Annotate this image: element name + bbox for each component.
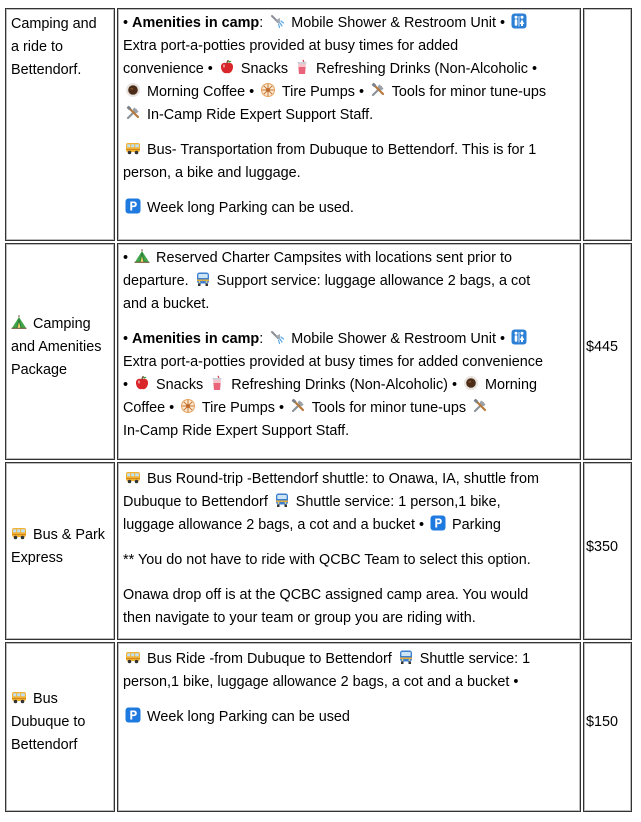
option-name-text: Bus [33,691,58,707]
description-text: convenience • [123,61,217,77]
tools-icon [472,398,488,414]
description-line [123,468,578,491]
option-name-line [11,359,112,382]
description-text: Extra port-a-potties provided at busy times for added [123,38,459,54]
description-line [123,491,578,514]
shuttle-icon [398,649,414,665]
option-price: $350 [586,539,619,555]
description-line [123,58,578,81]
description-text: Tire Pumps • [198,400,288,416]
apple-icon [134,375,150,391]
description-text: Refreshing Drinks (Non-Alcoholic) • [227,377,462,393]
description-text: person,1 bike, luggage allowance 2 bags, a cot and a bucket • [123,674,519,690]
parking-icon [125,198,141,214]
description-text: In-Camp Ride Expert Support Staff. [143,107,374,123]
description-text: Dubuque to Bettendorf [123,494,272,510]
option-price-cell [583,642,632,812]
description-line [123,607,578,630]
description-text: Week long Parking can be used [143,709,350,725]
description-text: Refreshing Drinks (Non-Alcoholic • [312,61,538,77]
description-text: Extra port-a-potties provided at busy times for added convenience [123,354,543,370]
camping-icon [134,248,150,264]
option-name-line: Camping and [11,16,97,32]
paragraph-gap [123,694,578,706]
option-description-cell [117,642,581,812]
bus-icon [11,689,27,705]
table-row [5,243,632,460]
table-row [5,8,632,241]
option-name-text: Package [11,362,68,378]
description-text: : [259,331,268,347]
table-row [5,462,632,640]
description-text: Support service: luggage allowance 2 bags, a cot [212,273,531,289]
restroom-icon [511,13,527,29]
description-line [123,549,578,572]
description-text: Bus Ride -from Dubuque to Bettendorf [143,651,396,667]
tire-icon [180,398,196,414]
coffee-icon [463,375,479,391]
description-line [123,420,578,443]
table-row [5,642,632,812]
paragraph-gap [123,572,578,584]
option-name-line [11,524,112,547]
description-text: Tire Pumps • [278,84,368,100]
description-line [123,397,578,420]
tools-icon [125,105,141,121]
camping-icon [11,314,27,330]
amenities-heading: Amenities in camp [132,15,260,31]
description-text: Shuttle service: 1 person,1 bike, [291,494,501,510]
description-text: ** You do not have to ride with QCBC Team to select this option. [123,552,531,568]
description-text: Coffee • [123,400,179,416]
option-name-cell [5,642,115,812]
amenities-heading: Amenities in camp [132,331,260,347]
description-line [123,328,578,351]
description-line [123,671,578,694]
paragraph-gap [123,127,578,139]
description-line [123,162,578,185]
description-text: Bus Round-trip -Bettendorf shuttle: to Onawa, IA, shuttle from [143,471,539,487]
option-description-cell [117,243,581,460]
option-price-cell [583,243,632,460]
option-description-cell [117,8,581,241]
option-name-line [11,336,112,359]
bus-icon [125,469,141,485]
option-name-text: Bettendorf [11,737,78,753]
bus-icon [125,140,141,156]
description-text: • [123,250,133,266]
shuttle-icon [274,492,290,508]
shower-icon [269,329,285,345]
restroom-icon [511,329,527,345]
option-price-cell [583,462,632,640]
parking-icon [430,515,446,531]
option-name-text: Express [11,550,63,566]
option-name-text: Camping [33,316,91,332]
option-name-line: Bettendorf. [11,62,82,78]
description-line [123,35,578,58]
paragraph-gap [123,316,578,328]
option-price: $445 [586,339,619,355]
description-text: and a bucket. [123,296,210,312]
option-name-text: Dubuque to [11,714,86,730]
option-name-line [11,313,112,336]
description-text: Reserved Charter Campsites with locations sent prior to [152,250,512,266]
bus-icon [11,525,27,541]
parking-icon [125,707,141,723]
option-name-cell [5,243,115,460]
tire-icon [260,82,276,98]
description-text: Bus- Transportation from Dubuque to Bettendorf. This is for 1 [143,142,537,158]
description-text: Parking [448,517,501,533]
description-line [123,706,578,729]
option-name-line: a ride to [11,39,63,55]
shower-icon [269,13,285,29]
option-price [586,109,631,132]
description-text: Tools for minor tune-ups [308,400,471,416]
option-name-line [11,734,112,757]
description-text: : [259,15,268,31]
option-name-text: Bus & Park [33,527,105,543]
description-line [123,514,578,537]
description-line [123,584,578,607]
tools-icon [370,82,386,98]
description-line [123,293,578,316]
description-line [123,351,578,374]
description-line [123,197,578,220]
description-line [123,648,578,671]
option-description-cell [117,462,581,640]
description-line [123,104,578,127]
shuttle-icon [195,271,211,287]
option-name-cell [5,8,115,241]
description-text: then navigate to your team or group you are riding with. [123,610,476,626]
tools-icon [290,398,306,414]
description-text: Snacks [152,377,208,393]
description-text: Snacks [236,61,293,77]
description-text: Mobile Shower & Restroom Unit • [287,331,509,347]
description-text: Morning Coffee • [143,84,259,100]
option-name-line [11,547,112,570]
description-text: Tools for minor tune-ups [387,84,547,100]
option-name-line [11,688,112,711]
description-text: Week long Parking can be used. [143,200,354,216]
drink-icon [294,59,310,75]
description-text: person, a bike and luggage. [123,165,301,181]
option-name-line [11,711,112,734]
description-line [123,374,578,397]
description-text: luggage allowance 2 bags, a cot and a bucket • [123,517,429,533]
coffee-icon [125,82,141,98]
option-price: $150 [586,714,619,730]
description-line [123,12,578,35]
apple-icon [219,59,235,75]
description-text: Mobile Shower & Restroom Unit • [287,15,509,31]
option-price-cell [583,8,632,241]
description-text: • [123,377,133,393]
description-text: Shuttle service: 1 [415,651,531,667]
description-text: Onawa drop off is at the QCBC assigned camp area. You would [123,587,529,603]
description-line [123,247,578,270]
description-text: Morning [481,377,538,393]
description-line [123,139,578,162]
bus-icon [125,649,141,665]
description-text: In-Camp Ride Expert Support Staff. [123,423,350,439]
paragraph-gap [123,537,578,549]
description-line [123,81,578,104]
description-line [123,270,578,293]
description-text: departure. [123,273,193,289]
drink-icon [209,375,225,391]
description-text: • [123,331,133,347]
description-text: • [123,15,133,31]
paragraph-gap [123,185,578,197]
option-name-text: and Amenities [11,339,102,355]
option-name-cell [5,462,115,640]
